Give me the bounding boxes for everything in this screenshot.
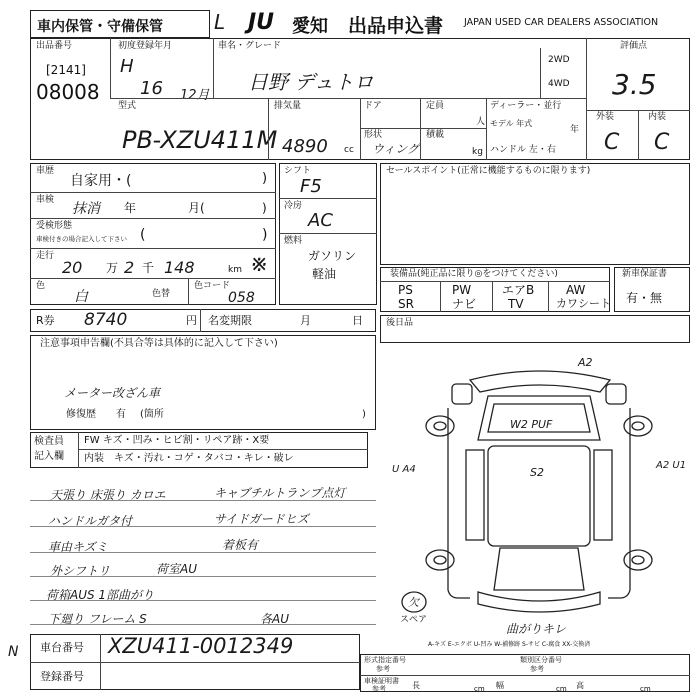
color-code-label: 色コード: [194, 281, 231, 291]
storage-text: 車内保管・守備保管: [37, 19, 163, 35]
displacement-unit: cc: [344, 145, 354, 155]
name-change-label: 名変期限: [208, 314, 252, 327]
repair-close: ): [362, 409, 366, 420]
cert-spec-label: 形式指定番号: [364, 656, 406, 664]
reg-number-label: 登録番号: [40, 670, 84, 683]
mileage-mark: ※: [250, 252, 269, 277]
load-label: 積載: [426, 130, 445, 140]
remark-9: 荷箱AUS 1部曲がり: [46, 588, 155, 602]
warranty-label: 新車保証書: [622, 269, 668, 279]
shape-value: ウィング: [372, 142, 420, 156]
remark-1: 天張り 床張り カロエ: [50, 488, 166, 502]
color-value: 白: [74, 289, 88, 305]
recycle-unit: 円: [186, 314, 197, 327]
fuel-value2: 軽油: [312, 267, 337, 281]
history-close: ): [262, 171, 268, 186]
type-value: PB-XZU411M: [122, 126, 278, 154]
receipt-label: 受検形態: [36, 221, 73, 231]
receipt-open: (: [140, 227, 146, 243]
ju-logo-text: JU: [248, 10, 275, 35]
lot-number: 08008: [36, 80, 100, 104]
door-label: ドア: [364, 101, 382, 111]
remark-7: 外シフトリ: [50, 564, 111, 578]
model-year-unit: 年: [570, 125, 580, 135]
lot-label: 出品番号: [36, 41, 73, 51]
receipt-close: ): [262, 227, 268, 243]
chassis-label: 車台番号: [40, 641, 84, 654]
equipment-sr: SR: [398, 297, 414, 311]
diagram-mark-right: A2 U1: [656, 460, 687, 471]
notes-label: 注意事項申告欄(不具合等は具体的に記入して下さい): [40, 338, 278, 349]
cert-spec-ref: 参考: [376, 665, 390, 673]
inspector-inside-row: キズ・汚れ・コゲ・タバコ・キレ・破レ: [114, 453, 294, 464]
equipment-seat: カワシート: [556, 297, 611, 310]
repair-value: 有: [116, 409, 126, 420]
cert-ref: 参考: [372, 685, 386, 693]
mileage-man: 20: [62, 258, 83, 277]
remark-10: 下廻り フレーム S: [48, 612, 147, 626]
mileage-unit: km: [228, 265, 242, 275]
car-name-value: 日野 デュトロ: [248, 70, 374, 94]
cert-length-unit: cm: [474, 685, 485, 693]
mileage-label: 走行: [36, 251, 55, 261]
history-label: 車歴: [36, 166, 55, 176]
rating-label: 評価点: [620, 41, 648, 51]
sales-point-label: セールスポイント(正常に機能するものに限ります): [386, 166, 591, 176]
equipment-airbag: エアB: [502, 283, 535, 297]
mileage-rest: 148: [164, 258, 195, 277]
exterior-label: 外装: [596, 112, 615, 122]
registration-year: 16: [140, 78, 163, 99]
inspection-month: 月(: [188, 201, 205, 215]
mileage-man-unit: 万: [106, 261, 119, 275]
form-subtitle: JAPAN USED CAR DEALERS ASSOCIATION: [464, 17, 659, 28]
remark-5: 車由キズミ: [48, 540, 108, 554]
cert-label: 車検証明書: [364, 677, 399, 685]
inspector-fw-row: FW キズ・凹み・ヒビ割・リペア跡・X要: [84, 435, 270, 446]
equipment-label: 装備品(純正品に限り◎をつけてください): [390, 269, 558, 279]
cert-width: 幅: [496, 681, 504, 690]
shape-label: 形状: [364, 130, 383, 140]
inspection-close: ): [262, 201, 267, 215]
dealer-label: ディーラー・並行: [490, 101, 562, 111]
inspector-label2: 記入欄: [34, 451, 64, 462]
cert-height: 高: [576, 681, 584, 690]
equipment-ps: PS: [398, 283, 413, 297]
repair-label: 修復歴: [66, 409, 96, 420]
chassis-mark: N: [8, 644, 19, 660]
cert-class-ref: 参考: [530, 665, 544, 673]
color-code-value: 058: [228, 290, 255, 306]
drive-2wd: 2WD: [548, 55, 570, 65]
form-title: 出品申込書: [348, 15, 444, 37]
remark-4: サイドガードヒズ: [214, 512, 309, 526]
chassis-value: XZU411-0012349: [108, 634, 294, 658]
spare-label: スペア: [400, 615, 428, 625]
inspection-year: 年: [124, 201, 137, 215]
equipment-pw: PW: [452, 283, 472, 297]
diagram-mark-bend: 曲がりキレ: [506, 622, 566, 636]
drive-4wd: 4WD: [548, 79, 570, 89]
model-year-label: モデル 年式: [490, 119, 533, 128]
inspector-inside-label: 内装: [84, 453, 104, 464]
cert-length: 長: [412, 681, 420, 690]
displacement-label: 排気量: [274, 101, 302, 111]
color-number-label: 色替: [152, 289, 171, 299]
equipment-aw: AW: [566, 283, 586, 297]
inspection-label: 車検: [36, 195, 55, 205]
lot-sub-number: [2141]: [46, 63, 86, 77]
diagram-mark-spare: 欠: [408, 596, 419, 609]
notes-line1: メーター改ざん車: [64, 386, 161, 400]
repair-place: (箇所: [140, 409, 164, 420]
registration-month: 12月: [180, 88, 210, 103]
color-label: 色: [36, 281, 46, 291]
registration-era: H: [120, 56, 134, 77]
fuel-label: 燃料: [284, 236, 303, 246]
cert-height-unit: cm: [640, 685, 651, 693]
shift-label: シフト: [284, 166, 312, 176]
recycle-value: 8740: [84, 310, 128, 330]
rating-score: 3.5: [612, 68, 657, 101]
remark-2: キャブチルトランプ点灯: [214, 486, 346, 500]
history-value: 自家用・(: [70, 173, 132, 189]
capacity-unit: 人: [476, 117, 486, 127]
ac-label: 冷房: [284, 201, 303, 211]
exterior-value: C: [604, 130, 620, 155]
mileage-sen: 2: [124, 258, 135, 277]
handle-label: ハンドル 左・右: [490, 145, 556, 155]
name-change-day: 日: [352, 314, 363, 327]
interior-label: 内装: [648, 112, 667, 122]
equipment-navi: ナビ: [452, 297, 477, 311]
equipment-tv: TV: [508, 297, 524, 311]
displacement-value: 4890: [282, 136, 328, 157]
cert-width-unit: cm: [556, 685, 567, 693]
car-name-label: 車名・グレード: [218, 41, 282, 51]
receipt-note: 車検付きの場合記入して下さい: [36, 235, 127, 243]
type-label: 型式: [118, 101, 137, 111]
load-unit: kg: [472, 147, 483, 157]
fuel-value: ガソリン: [308, 249, 357, 263]
remark-8: 荷室AU: [156, 562, 197, 576]
shift-value: F5: [300, 176, 322, 197]
warranty-value: 有・無: [626, 291, 663, 305]
remark-3: ハンドルガタ付: [48, 514, 133, 528]
capacity-label: 定員: [426, 101, 445, 111]
diagram-legend: A-キズ E-エクボ U-凹み W-補修跡 S-サビ C-腐食 XX-交換済: [428, 641, 591, 648]
diagram-mark-left: U A4: [392, 464, 416, 475]
org-name: 愛知: [292, 16, 328, 37]
remark-6: 着板有: [222, 538, 259, 552]
diagram-mark-s2: S2: [530, 466, 544, 479]
inspection-value: 抹消: [72, 201, 100, 217]
inspector-label: 検査員: [34, 436, 64, 447]
diagram-mark-a2-top: A2: [578, 356, 593, 369]
remark-11: 各AU: [260, 612, 289, 626]
mileage-sen-unit: 千: [142, 261, 155, 275]
interior-value: C: [654, 130, 670, 155]
diagram-mark-w2: W2 PUF: [510, 418, 553, 431]
recycle-label: R券: [36, 314, 55, 327]
storage-mark: L: [214, 10, 226, 34]
name-change-month: 月: [300, 314, 311, 327]
rear-day-label: 後日品: [386, 318, 414, 328]
cert-class-label: 類別区分番号: [520, 656, 562, 664]
ac-value: AC: [308, 210, 333, 231]
registration-label: 初度登録年月: [118, 41, 173, 51]
